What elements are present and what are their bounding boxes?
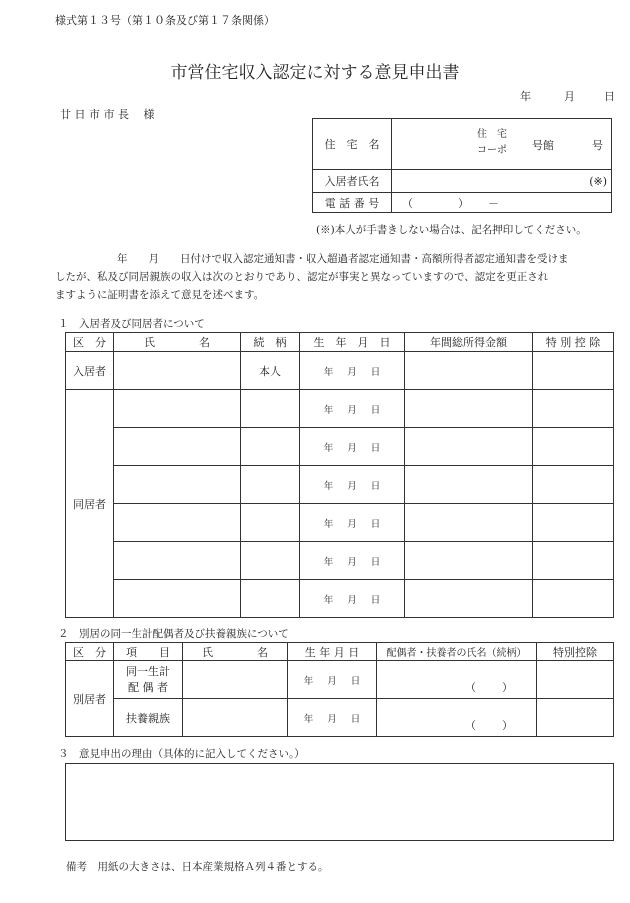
resident-category: 入居者 <box>66 352 114 390</box>
spouse-item-line1: 同一生計 <box>126 664 170 678</box>
spouse-birthdate-cell[interactable] <box>288 661 377 699</box>
s1-header-birthdate: 生 年 月 日 <box>300 333 405 352</box>
cohabitant-income-cell[interactable] <box>405 504 533 542</box>
dependent-deduction-cell[interactable] <box>537 699 614 737</box>
cohabitant-name-cell[interactable] <box>114 390 241 428</box>
date-month: 月 <box>347 518 357 530</box>
paren-close: ） <box>502 681 513 694</box>
cohabitant-income-cell[interactable] <box>405 428 533 466</box>
s2-header-item: 項 目 <box>114 643 183 661</box>
phone-open-paren: （ <box>402 196 413 210</box>
s2-header-name: 氏 名 <box>183 643 288 661</box>
date-year: 年 <box>303 675 314 687</box>
date-month: 月 <box>347 404 357 416</box>
spouse-dependent-name-cell[interactable] <box>377 661 537 699</box>
remarks: 備考 用紙の大きさは、日本産業規格Ａ列４番とする。 <box>66 861 329 873</box>
table-row <box>66 390 614 428</box>
table-row <box>66 352 614 390</box>
room-label: 号 <box>592 139 603 152</box>
date-year: 年 <box>323 594 334 606</box>
page-title: 市営住宅収入認定に対する意見申出書 <box>170 63 460 83</box>
s1-header-name: 氏 名 <box>114 333 241 352</box>
date-day: 日 <box>370 366 381 378</box>
intro-line-2: したが、私及び同居親族の収入は次のとおりであり、認定が事実と異なっていますので、認定を更正され <box>55 271 549 283</box>
housing-type-top: 住 宅 <box>477 129 507 140</box>
resident-income-cell[interactable] <box>405 352 533 390</box>
resident-deduction-cell[interactable] <box>533 352 614 390</box>
dependent-birthdate-cell[interactable] <box>288 699 377 737</box>
date-month: 月 <box>347 556 357 568</box>
date-day: 日 <box>350 713 361 725</box>
date-line <box>520 88 615 104</box>
date-year: 年 <box>323 366 334 378</box>
date-day: 日 <box>370 480 381 492</box>
cohabitant-birthdate-cell[interactable] <box>300 542 405 580</box>
date-day: 日 <box>370 518 381 530</box>
phone-close-paren: ） <box>458 196 469 210</box>
intro-line-3: ますように証明書を添えて意見を述べます。 <box>55 289 265 301</box>
cohabitant-name-cell[interactable] <box>114 466 241 504</box>
date-day: 日 <box>370 594 381 606</box>
cohabitant-birthdate-cell[interactable] <box>300 466 405 504</box>
resident-name-cell[interactable] <box>114 352 241 390</box>
resident-relation: 本人 <box>241 352 300 390</box>
cohabitant-birthdate-cell[interactable] <box>300 504 405 542</box>
intro-line-1: 年 月 日付けで収入認定通知書・収入超過者認定通知書・高額所得者認定通知書を受けま <box>117 253 569 265</box>
date-month: 月 <box>327 713 337 725</box>
reason-textarea[interactable] <box>65 763 614 841</box>
s1-header-income: 年間総所得金額 <box>405 333 533 352</box>
cohabitant-deduction-cell[interactable] <box>533 466 614 504</box>
year-label: 年 <box>520 90 531 103</box>
table-row <box>66 428 614 466</box>
cohabitant-relation-cell[interactable] <box>241 542 300 580</box>
cohabitant-birthdate-cell[interactable] <box>300 390 405 428</box>
seal-mark: (※) <box>589 174 607 188</box>
cohabitant-relation-cell[interactable] <box>241 504 300 542</box>
spouse-item-line2: 配 偶 者 <box>128 680 168 694</box>
table-row <box>66 504 614 542</box>
cohabitant-name-cell[interactable] <box>114 504 241 542</box>
cohabitant-relation-cell[interactable] <box>241 580 300 618</box>
table-row <box>66 661 614 699</box>
date-month: 月 <box>347 366 357 378</box>
date-month: 月 <box>327 675 337 687</box>
resident-name-label: 入居者氏名 <box>313 170 392 193</box>
section2-table <box>65 642 614 737</box>
date-day: 日 <box>370 442 381 454</box>
date-month: 月 <box>347 442 357 454</box>
date-day: 日 <box>370 556 381 568</box>
table-row <box>66 580 614 618</box>
housing-type-bottom: コーポ <box>477 145 507 156</box>
addressee: 廿 日 市 市 長 様 <box>60 108 155 121</box>
housing-name-label: 住 宅 名 <box>313 119 392 170</box>
phone-label: 電 話 番 号 <box>313 193 392 213</box>
s2-header-dependent-name: 配偶者・扶養者の氏名（続柄） <box>377 643 537 661</box>
paren-open: （ <box>465 681 476 694</box>
date-year: 年 <box>323 442 334 454</box>
date-month: 月 <box>347 480 357 492</box>
s2-header-deduction: 特別控除 <box>537 643 614 661</box>
cohabitant-relation-cell[interactable] <box>241 466 300 504</box>
spouse-name-cell[interactable] <box>183 661 288 699</box>
date-day: 日 <box>350 675 361 687</box>
date-year: 年 <box>323 404 334 416</box>
section1-heading: １ 入居者及び同居者について <box>58 318 205 330</box>
date-year: 年 <box>323 480 334 492</box>
table-row <box>66 466 614 504</box>
cohabitant-deduction-cell[interactable] <box>533 504 614 542</box>
paren-close: ） <box>502 719 513 732</box>
paren-open: （ <box>465 719 476 732</box>
building-label: 号館 <box>532 139 554 152</box>
s1-header-deduction: 特 別 控 除 <box>533 333 614 352</box>
date-year: 年 <box>323 556 334 568</box>
cohabitant-income-cell[interactable] <box>405 542 533 580</box>
cohabitant-deduction-cell[interactable] <box>533 390 614 428</box>
cohabitant-deduction-cell[interactable] <box>533 542 614 580</box>
date-year: 年 <box>323 518 334 530</box>
cohabitant-birthdate-cell[interactable] <box>300 580 405 618</box>
dependent-item: 扶養親族 <box>114 699 183 737</box>
spouse-item <box>114 661 183 699</box>
form-number: 様式第１３号（第１０条及び第１７条関係） <box>55 14 275 27</box>
cohabitant-income-cell[interactable] <box>405 580 533 618</box>
dependent-supporter-name-cell[interactable] <box>377 699 537 737</box>
resident-name-field[interactable] <box>392 170 612 193</box>
cohabitant-category: 同居者 <box>66 390 114 618</box>
date-year: 年 <box>303 713 314 725</box>
s2-header-birthdate: 生 年 月 日 <box>288 643 377 661</box>
s1-header-relation: 続 柄 <box>241 333 300 352</box>
housing-name-field[interactable] <box>392 119 612 170</box>
table-row <box>66 542 614 580</box>
cohabitant-name-cell[interactable] <box>114 428 241 466</box>
dependent-name-cell[interactable] <box>183 699 288 737</box>
cohabitant-deduction-cell[interactable] <box>533 428 614 466</box>
cohabitant-relation-cell[interactable] <box>241 428 300 466</box>
resident-birthdate-cell[interactable] <box>300 352 405 390</box>
day-label: 日 <box>604 90 615 103</box>
table-row <box>66 699 614 737</box>
cohabitant-name-cell[interactable] <box>114 580 241 618</box>
section3-heading: ３ 意見申出の理由（具体的に記入してください。） <box>58 748 305 760</box>
cohabitant-income-cell[interactable] <box>405 390 533 428</box>
cohabitant-income-cell[interactable] <box>405 466 533 504</box>
cohabitant-deduction-cell[interactable] <box>533 580 614 618</box>
handwriting-note: (※)本人が手書きしない場合は、記名押印してください。 <box>316 224 587 236</box>
s2-header-category: 区 分 <box>66 643 114 661</box>
applicant-table <box>312 118 612 213</box>
s1-header-category: 区 分 <box>66 333 114 352</box>
phone-dash: － <box>488 196 499 210</box>
section1-table <box>65 332 614 618</box>
month-label: 月 <box>564 90 575 103</box>
phone-field[interactable] <box>392 193 612 213</box>
section2-heading: ２ 別居の同一生計配偶者及び扶養親族について <box>58 628 289 640</box>
cohabitant-birthdate-cell[interactable] <box>300 428 405 466</box>
cohabitant-relation-cell[interactable] <box>241 390 300 428</box>
date-month: 月 <box>347 594 357 606</box>
date-day: 日 <box>370 404 381 416</box>
cohabitant-name-cell[interactable] <box>114 542 241 580</box>
separate-category: 別居者 <box>66 661 114 737</box>
spouse-deduction-cell[interactable] <box>537 661 614 699</box>
